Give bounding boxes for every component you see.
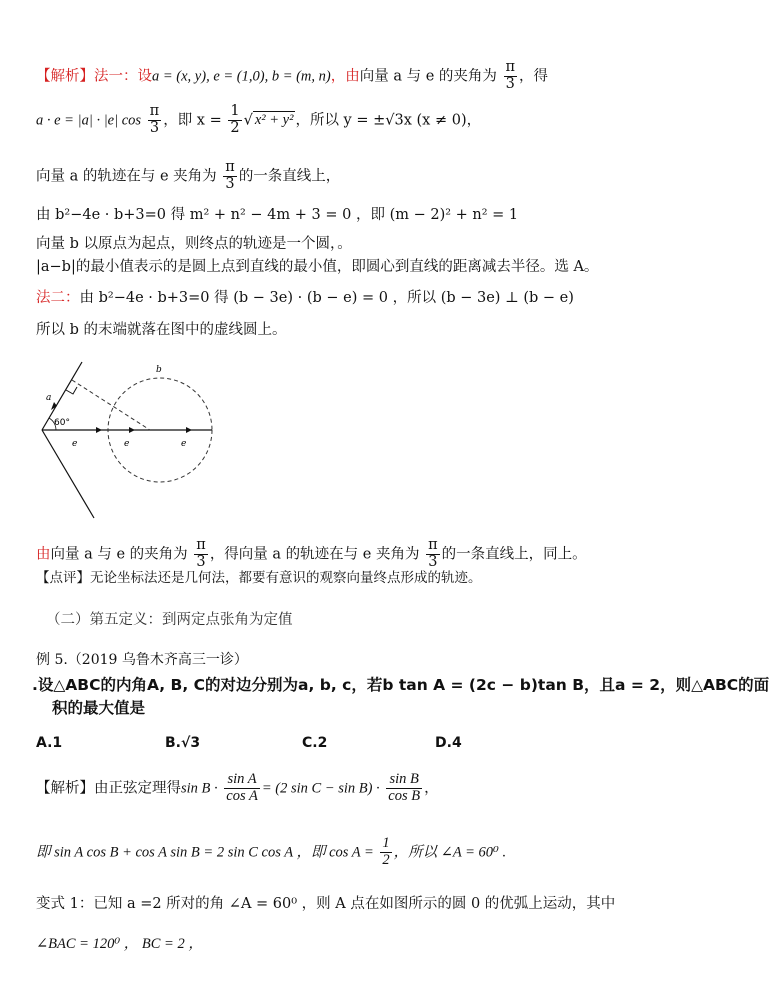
variant-statement: 变式 1：已知 a =2 所对的角 ∠A = 60⁰ ，则 A 点在如图所示的圆 0 的优弧上运动，其中 bbox=[36, 896, 616, 912]
solution-line-3 bbox=[36, 160, 340, 193]
variant-line-1 bbox=[36, 896, 615, 913]
comment-text: 【点评】无论坐标法还是几何法，都要有意识的观察向量终点形成的轨迹。 bbox=[36, 570, 482, 586]
method-two-text: 由 b²−4e · b+3=0 得 (b − 3e) · (b − e) = 0 ，所以 (b − 3e) ⊥ (b − e) bbox=[79, 290, 574, 306]
label-b: b bbox=[156, 365, 162, 375]
min-distance-statement: |a−b|的最小值表示的是圆上点到直线的最小值，即圆心到直线的距离减去半径。选 A。 bbox=[36, 259, 599, 275]
fraction-sinB-cosB: $\frac{\text{sin B}}{\text{cos B}}$ bbox=[388, 771, 421, 804]
label-e3: e bbox=[181, 439, 187, 449]
solution-line-4 bbox=[36, 207, 518, 224]
example-heading bbox=[36, 652, 248, 668]
choice-b[interactable]: B.√3 bbox=[165, 735, 201, 751]
arrow-e3 bbox=[186, 427, 192, 433]
fraction-pi-over-3-c: $\frac{\pi}{3}$ bbox=[225, 159, 235, 192]
identity-expr: 即 sin A cos B + cos A sin B = 2 sin C cos A ，即 cos A = bbox=[36, 844, 374, 861]
angle-text: 向量 a 与 e 的夹角为 bbox=[359, 68, 497, 85]
trajectory-text: 向量 a 的轨迹在与 e 夹角为 bbox=[36, 168, 217, 185]
method-two-label: 法二： bbox=[36, 290, 80, 306]
fraction-pi-over-3: $\frac{\pi}{3}$ bbox=[505, 59, 516, 92]
solution-line-5 bbox=[36, 236, 352, 253]
label-e2: e bbox=[124, 439, 130, 449]
sinB-expr: sin B · bbox=[181, 780, 218, 797]
trajectory-text-2: ，得向量 a 的轨迹在与 e 夹角为 bbox=[209, 546, 420, 563]
angle-text-2: 向量 a 与 e 的夹角为 bbox=[50, 546, 188, 563]
sine-law-label: 【解析】由正弦定理得 bbox=[36, 780, 181, 797]
sqrt-sign: √ bbox=[243, 112, 253, 129]
solution-line-7 bbox=[36, 290, 574, 307]
section-heading bbox=[46, 612, 293, 629]
set-word: 设 bbox=[137, 68, 152, 85]
fraction-one-half: $\frac{1}{2}$ bbox=[230, 103, 240, 136]
circle-conclusion: 所以 b 的末端就落在图中的虚线圆上。 bbox=[36, 322, 287, 338]
solution-line-16 bbox=[36, 772, 439, 805]
fraction-one-half-b: $\frac{1}{2}$ bbox=[382, 835, 390, 868]
sqrt-radicand: x² + y² bbox=[254, 112, 294, 129]
solution-line-17 bbox=[36, 836, 506, 869]
angle-label: 60° bbox=[54, 418, 70, 428]
problem-question: 积的最大值是 bbox=[52, 699, 146, 717]
choice-c[interactable]: C.2 bbox=[302, 735, 328, 751]
perpendicular-dashed bbox=[72, 380, 150, 430]
problem-line-1 bbox=[32, 677, 769, 695]
arrow-e2 bbox=[129, 427, 135, 433]
variant-conditions: ∠BAC = 120⁰ ， BC = 2 ， bbox=[36, 936, 203, 952]
section-title: （二）第五定义：到两定点张角为定值 bbox=[46, 612, 293, 628]
fraction-pi-over-3-b: $\frac{\pi}{3}$ bbox=[149, 103, 160, 136]
fraction-pi-over-3-e: $\frac{\pi}{3}$ bbox=[428, 537, 438, 570]
dot-product-expr: a · e = |a| · |e| cos bbox=[36, 112, 142, 129]
solution-line-1 bbox=[36, 60, 548, 93]
method-one-label: 法一： bbox=[94, 68, 138, 85]
example-title: 例 5.（2019 乌鲁木齐高三一诊） bbox=[36, 652, 248, 668]
choice-d[interactable]: D.4 bbox=[435, 735, 462, 751]
comment-line bbox=[36, 571, 482, 587]
fraction-pi-over-3-d: $\frac{\pi}{3}$ bbox=[196, 537, 206, 570]
problem-statement: .设△ABC的内角A, B, C的对边分别为a, b, c，若b tan A = (2c − b)tan B，且a = 2，则△ABC的面 bbox=[32, 676, 769, 694]
same-as-above: 的一条直线上，同上。 bbox=[441, 546, 587, 563]
solution-line-2 bbox=[36, 104, 481, 137]
angle-result: ，所以 ∠A = 60⁰ . bbox=[393, 844, 507, 861]
right-angle-mark bbox=[66, 387, 77, 394]
problem-line-2 bbox=[52, 700, 145, 718]
arrow-e1 bbox=[96, 427, 102, 433]
de-word: ，得 bbox=[519, 68, 549, 85]
vector-geometry-figure bbox=[36, 360, 236, 520]
analysis-label: 【解析】 bbox=[36, 68, 94, 85]
ray-lower bbox=[42, 430, 94, 518]
label-e1: e bbox=[72, 439, 78, 449]
fraction-sinA-cosA: $\frac{\text{sin A}}{\text{cos A}}$ bbox=[226, 771, 258, 804]
you-word: ，由 bbox=[330, 68, 360, 85]
comma: ， bbox=[424, 780, 439, 797]
you-word-2: 由 bbox=[36, 546, 51, 563]
solution-line-9 bbox=[36, 538, 587, 571]
line-text: 的一条直线上， bbox=[238, 168, 341, 185]
solution-line-6 bbox=[36, 259, 598, 276]
solution-line-8 bbox=[36, 322, 287, 339]
ji-text: ，即 x = bbox=[163, 112, 222, 129]
label-a: a bbox=[46, 393, 52, 403]
circle-statement: 向量 b 以原点为起点，则终点的轨迹是一个圆，。 bbox=[36, 236, 352, 252]
variant-line-2 bbox=[36, 936, 203, 953]
so-y-text: ，所以 y = ±√3x (x ≠ 0)， bbox=[295, 112, 482, 129]
circle-equation: 由 b²−4e · b+3=0 得 m² + n² − 4m + 3 = 0 ，即 (m − 2)² + n² = 1 bbox=[36, 207, 519, 223]
choice-a[interactable]: A.1 bbox=[36, 735, 63, 751]
middle-expr: = (2 sin C − sin B) · bbox=[261, 780, 380, 797]
vector-definitions: a = (x, y), e = (1,0), b = (m, n) bbox=[152, 68, 331, 85]
